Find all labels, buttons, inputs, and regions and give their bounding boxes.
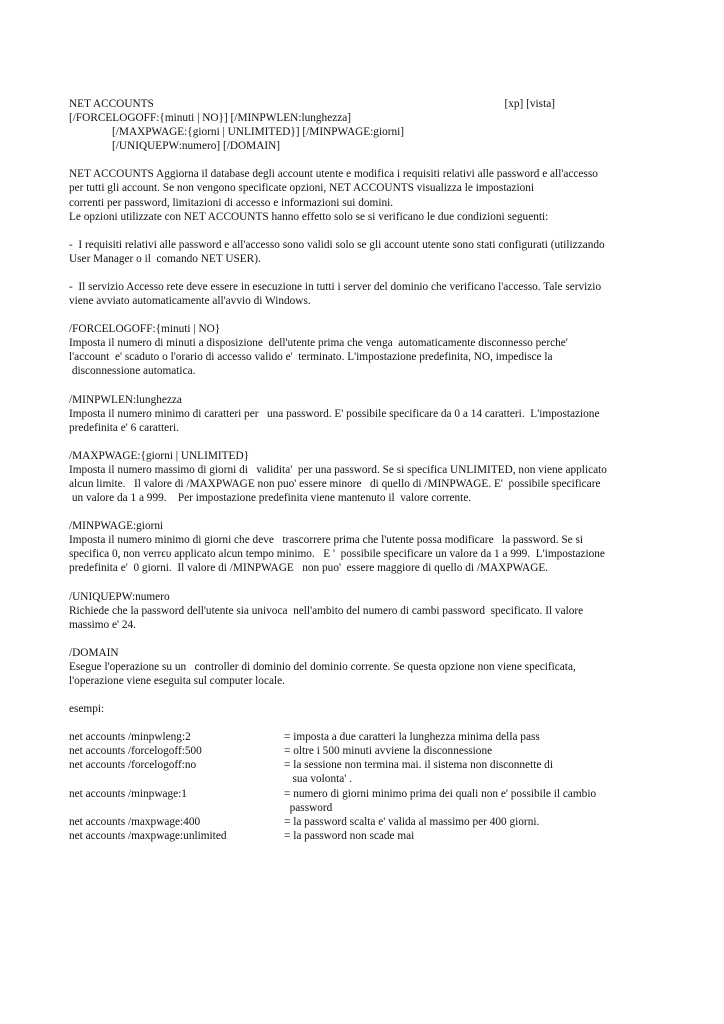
spacer xyxy=(69,435,659,449)
spacer xyxy=(69,716,659,730)
paragraph-line: Le opzioni utilizzate con NET ACCOUNTS hanno effetto solo se si verificano le due condizioni seguenti: xyxy=(69,210,549,223)
option-desc-line: Esegue l'operazione su un controller di dominio del dominio corrente. Se questa opzione non viene specificata, xyxy=(69,660,576,673)
command-title: NET ACCOUNTS xyxy=(69,98,154,110)
example-row xyxy=(69,829,659,843)
document-body xyxy=(69,97,659,843)
syntax-line: [/UNIQUEPW:numero] [/DOMAIN] xyxy=(112,140,281,153)
option-desc-line: Imposta il numero minimo di caratteri per una password. E' possibile specificare da 0 a 14 caratteri. L'impostazione xyxy=(69,407,600,420)
option-name: /UNIQUEPW:numero xyxy=(69,590,170,603)
option-desc-line: disconnessione automatica. xyxy=(69,365,196,378)
paragraph-line: NET ACCOUNTS Aggiorna il database degli account utente e modifica i requisiti relativi alle password e all'accesso xyxy=(69,168,598,181)
paragraph-line: viene avviato automaticamente all'avvio di Windows. xyxy=(69,295,311,308)
option-section xyxy=(69,646,659,688)
intro-paragraph xyxy=(69,167,659,223)
option-desc-line: l'operazione viene eseguita sul computer locale. xyxy=(69,675,285,687)
option-desc-line: predefinita e' 6 caratteri. xyxy=(69,421,179,434)
syntax-line: [/MAXPWAGE:{giorni | UNLIMITED}] [/MINPWAGE:giorni] xyxy=(112,126,405,139)
paragraph-line: per tutti gli account. Se non vengono specificate opzioni, NET ACCOUNTS visualizza le impostazioni xyxy=(69,182,535,195)
example-description-continuation: sua volonta' . xyxy=(284,773,352,786)
example-command: net accounts /maxpwage:400 xyxy=(69,815,201,828)
spacer xyxy=(69,688,659,702)
option-name: /FORCELOGOFF:{minuti | NO} xyxy=(69,323,221,336)
option-desc-line: Imposta il numero minimo di giorni che deve trascorrere prima che l'utente possa modificare la password. Se si xyxy=(69,534,584,547)
example-description: = imposta a due caratteri la lunghezza minima della pass xyxy=(284,731,540,744)
spacer xyxy=(69,379,659,393)
option-desc-line: specifica 0, non verrϵυ applicato alcun tempo minimo. E ' possibile specificare un valore da 1 a 999. L'impostazione xyxy=(69,548,605,561)
option-desc-line: predefinita e' 0 giorni. Il valore di /MINPWAGE non puo' essere maggiore di quello di /MAXPWAGE. xyxy=(69,562,549,575)
example-row xyxy=(69,758,659,772)
spacer xyxy=(69,224,659,238)
spacer xyxy=(69,153,659,167)
paragraph-line: - Il servizio Accesso rete deve essere in esecuzione in tutti i server del dominio che verificano l'accesso. Tale servizio xyxy=(69,280,602,293)
example-description: = la sessione non termina mai. il sistema non disconnette di xyxy=(284,759,553,772)
option-desc-line: Imposta il numero di minuti a disposizione dell'utente prima che venga automaticamente disconnesso perche' xyxy=(69,337,568,350)
option-desc-line: un valore da 1 a 999. Per impostazione predefinita viene mantenuto il valore corrente. xyxy=(69,492,472,505)
condition-item xyxy=(69,238,659,266)
example-description-continuation: password xyxy=(284,801,333,814)
example-command: net accounts /forcelogoff:no xyxy=(69,759,197,772)
option-section xyxy=(69,322,659,378)
option-desc-line: l'account e' scaduto o l'orario di accesso valido e' terminato. L'impostazione predefinita, NO, impedisce la xyxy=(69,351,553,364)
option-name: /DOMAIN xyxy=(69,646,119,659)
example-row xyxy=(69,787,659,801)
spacer xyxy=(69,505,659,519)
option-desc-line: massimo e' 24. xyxy=(69,618,136,631)
example-row xyxy=(69,730,659,744)
example-description: = la password non scade mai xyxy=(284,829,415,842)
option-name: /MINPWLEN:lunghezza xyxy=(69,393,182,406)
example-description: = la password scalta e' valida al massimo per 400 giorni. xyxy=(284,815,540,828)
example-description: = oltre i 500 minuti avviene la disconnessione xyxy=(284,745,493,758)
syntax-line: [/FORCELOGOFF:{minuti | NO}] [/MINPWLEN:lunghezza] xyxy=(69,112,352,125)
examples-heading: esempi: xyxy=(69,703,105,716)
spacer xyxy=(69,308,659,322)
example-row xyxy=(69,744,659,758)
example-row xyxy=(69,815,659,829)
spacer xyxy=(69,266,659,280)
paragraph-line: User Manager o il comando NET USER). xyxy=(69,252,261,265)
example-description: = numero di giorni minimo prima dei quali non e' possibile il cambio xyxy=(284,787,597,800)
paragraph-line: - I requisiti relativi alle password e all'accesso sono validi solo se gli account utente sono stati configurati (utilizzando xyxy=(69,238,605,251)
example-command: net accounts /maxpwage:unlimited xyxy=(69,829,227,842)
platform-tags: [xp] [vista] xyxy=(504,98,555,110)
examples-list xyxy=(69,730,659,843)
header-line xyxy=(69,97,555,111)
paragraph-line: correnti per password, limitazioni di accesso e informazioni sui domini. xyxy=(69,196,394,209)
example-command: net accounts /minpwleng:2 xyxy=(69,731,191,744)
option-name: /MAXPWAGE:{giorni | UNLIMITED} xyxy=(69,449,250,462)
option-desc-line: Richiede che la password dell'utente sia univoca nell'ambito del numero di cambi password specificato. Il valore xyxy=(69,604,584,617)
example-command: net accounts /forcelogoff:500 xyxy=(69,745,202,758)
spacer xyxy=(69,632,659,646)
option-section xyxy=(69,449,659,505)
option-desc-line: alcun limite. Il valore di /MAXPWAGE non puo' essere minore di quello di /MINPWAGE. E' possibile specificare xyxy=(69,477,601,490)
option-section xyxy=(69,519,659,575)
option-desc-line: Imposta il numero massimo di giorni di validita' per una password. Se si specifica UNLIMITED, non viene applicato xyxy=(69,463,607,476)
spacer xyxy=(69,576,659,590)
option-section xyxy=(69,393,659,435)
condition-item xyxy=(69,280,659,308)
option-section xyxy=(69,590,659,632)
example-command: net accounts /minpwage:1 xyxy=(69,787,187,800)
option-name: /MINPWAGE:giorni xyxy=(69,520,164,533)
